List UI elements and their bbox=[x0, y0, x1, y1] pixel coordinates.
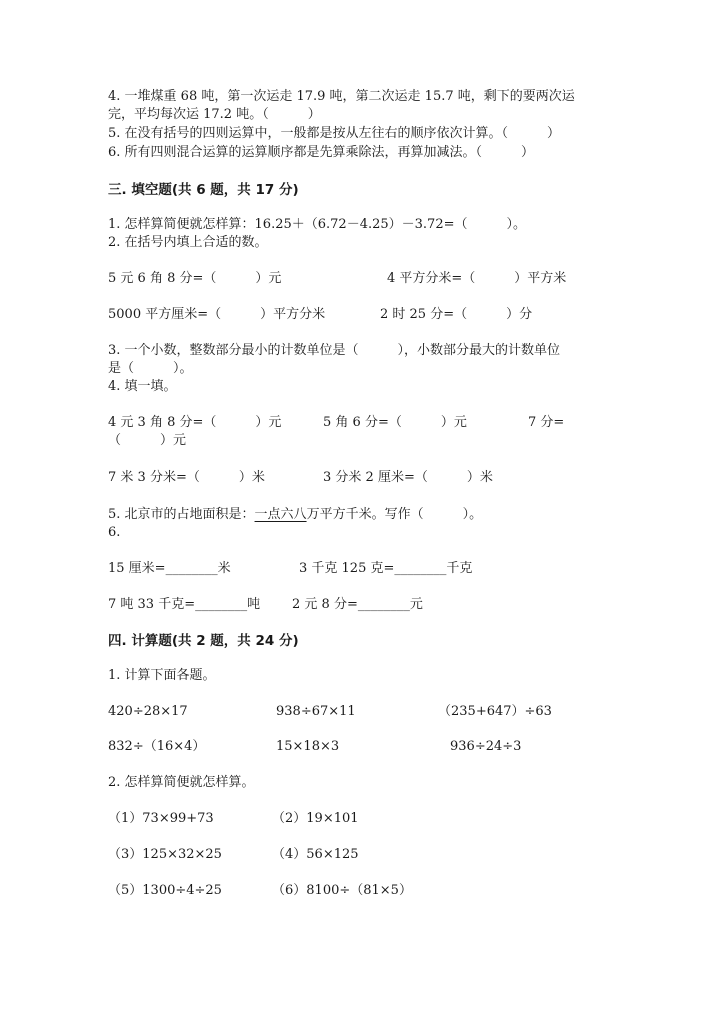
calc-item: （1）73×99+73 bbox=[108, 811, 214, 826]
judge-q5: 5. 在没有括号的四则运算中，一般都是按从左往右的顺序依次计算。（ ） bbox=[108, 126, 561, 141]
fill-q2-a: 5 元 6 角 8 分=（ ）元 bbox=[108, 271, 282, 286]
calc-heading: 四. 计算题(共 2 题，共 24 分) bbox=[108, 633, 299, 649]
calc-item: （3）125×32×25 bbox=[108, 847, 222, 862]
fill-q4-d: 7 米 3 分米=（ ）米 bbox=[108, 470, 265, 485]
fill-q4-c-line2: （ ）元 bbox=[108, 433, 187, 448]
calc-item: （6）8100÷（81×5） bbox=[272, 883, 412, 898]
fill-q4-a: 4 元 3 角 8 分=（ ）元 bbox=[108, 415, 282, 430]
judge-q4-line1: 4. 一堆煤重 68 吨，第一次运走 17.9 吨，第二次运走 15.7 吨，剩下的要两次运 bbox=[108, 89, 575, 104]
fill-q2-d: 2 时 25 分=（ ）分 bbox=[380, 307, 533, 322]
fill-q4: 4. 填一填。 bbox=[108, 379, 177, 394]
fill-q5-post: 万平方千米。写作（ ）。 bbox=[306, 507, 483, 522]
fill-q5 bbox=[108, 506, 482, 524]
fill-q5-underlined: 一点六八 bbox=[254, 507, 307, 522]
fill-q4-c-line1: 7 分= bbox=[528, 415, 565, 430]
calc-item: 15×18×3 bbox=[276, 739, 340, 754]
judge-q6: 6. 所有四则混合运算的运算顺序都是先算乘除法，再算加减法。（ ） bbox=[108, 145, 535, 160]
fill-q4-e: 3 分米 2 厘米=（ ）米 bbox=[323, 470, 493, 485]
fill-q2: 2. 在括号内填上合适的数。 bbox=[108, 235, 268, 250]
calc-item: 938÷67×11 bbox=[276, 704, 356, 719]
calc-item: （2）19×101 bbox=[272, 811, 359, 826]
calc-q2: 2. 怎样算简便就怎样算。 bbox=[108, 775, 255, 790]
fill-q4-b: 5 角 6 分=（ ）元 bbox=[323, 415, 467, 430]
fill-q6: 6. bbox=[108, 525, 121, 540]
calc-item: （5）1300÷4÷25 bbox=[108, 883, 222, 898]
calc-item: 936÷24÷3 bbox=[450, 739, 522, 754]
fill-q3-line1: 3. 一个小数，整数部分最小的计数单位是（ ），小数部分最大的计数单位 bbox=[108, 343, 561, 358]
calc-q1: 1. 计算下面各题。 bbox=[108, 668, 216, 683]
judge-q4-line2: 完，平均每次运 17.2 吨。（ ） bbox=[108, 107, 321, 122]
fill-heading: 三. 填空题(共 6 题，共 17 分) bbox=[108, 182, 299, 198]
fill-q6-c: 7 吨 33 千克=________吨 bbox=[108, 597, 261, 612]
fill-q6-d: 2 元 8 分=________元 bbox=[292, 597, 423, 612]
calc-item: 832÷（16×4） bbox=[108, 739, 206, 754]
fill-q6-b: 3 千克 125 克=________千克 bbox=[299, 561, 473, 576]
calc-item: 420÷28×17 bbox=[108, 704, 188, 719]
fill-q5-pre: 5. 北京市的占地面积是： bbox=[108, 507, 255, 522]
fill-q1: 1. 怎样算简便就怎样算：16.25＋（6.72－4.25）－3.72=（ ）。 bbox=[108, 217, 526, 232]
fill-q2-c: 5000 平方厘米=（ ）平方分米 bbox=[108, 307, 326, 322]
fill-q2-b: 4 平方分米=（ ）平方米 bbox=[387, 271, 567, 286]
calc-item: （235+647）÷63 bbox=[438, 704, 552, 719]
fill-q3-line2: 是（ ）。 bbox=[108, 361, 193, 376]
fill-q6-a: 15 厘米=________米 bbox=[108, 561, 231, 576]
calc-item: （4）56×125 bbox=[272, 847, 359, 862]
